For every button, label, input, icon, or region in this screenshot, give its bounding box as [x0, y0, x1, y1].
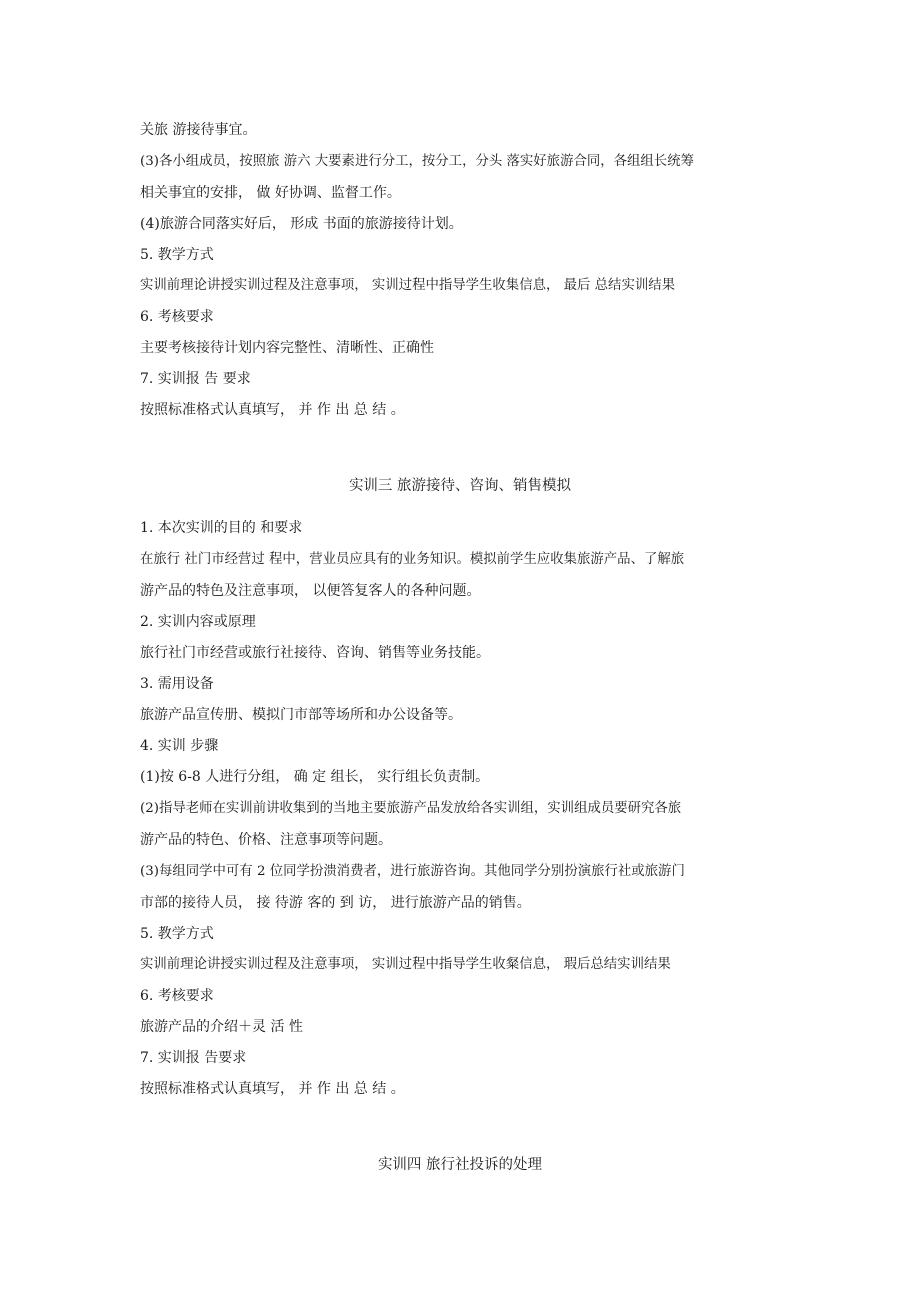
s3-step3-line2: 市部的接待人员， 接 待游 客的 到 访， 进行旅游产品的销售。	[140, 895, 531, 911]
s3-step2-line2: 游产品的特色、价格、注意事项等问题。	[140, 832, 392, 848]
s3-heading-assessment: 6. 考核要求	[140, 988, 214, 1004]
section3-title: 实训三 旅游接待、咨询、销售模拟	[348, 478, 572, 494]
heading-report: 7. 实训报 告 要求	[140, 371, 251, 387]
step2-continuation: 关旅 游接待事宜。	[140, 122, 257, 138]
step3-line1: (3)各小组成员，按照旅 游六 大要素进行分工，按分工，分头 落实好旅游合同，各组组长统筹	[140, 154, 694, 169]
s3-heading-steps: 4. 实训 步骤	[140, 738, 219, 754]
s3-step1: (1)按 6-8 人进行分组， 确 定 组长， 实行组长负责制。	[140, 769, 490, 785]
s3-purpose-line1: 在旅行 社门市经营过 程中，营业员应具有的业务知识。模拟前学生应收集旅游产品、了解旅	[140, 552, 685, 567]
s3-report-text: 按照标准格式认真填写， 并 作 出 总 结 。	[140, 1081, 405, 1097]
heading-assessment: 6. 考核要求	[140, 309, 214, 325]
s3-heading-content: 2. 实训内容或原理	[140, 614, 256, 630]
s3-step2-line1: (2)指导老师在实训前讲收集到的当地主要旅游产品发放给各实训组，实训组成员要研究各旅	[140, 801, 682, 816]
s3-heading-equipment: 3. 需用设备	[140, 676, 214, 692]
s3-content-text: 旅行社门市经营或旅行社接待、咨询、销售等业务技能。	[140, 645, 490, 661]
s3-purpose-line2: 游产品的特色及注意事项， 以便答复客人的各种问题。	[140, 583, 481, 599]
teaching-method-text: 实训前理论讲授实训过程及注意事项， 实训过程中指导学生收集信息， 最后 总结实训结果	[140, 278, 676, 293]
report-text: 按照标准格式认真填写， 并 作 出 总 结 。	[140, 402, 405, 418]
step4: (4)旅游合同落实好后， 形成 书面的旅游接待计划。	[140, 216, 463, 232]
s3-step3-line1: (3)每组同学中可有 2 位同学扮溃消费者，进行旅游咨询。其他同学分别扮演旅行社或旅游门	[140, 864, 685, 879]
s3-heading-teaching-method: 5. 教学方式	[140, 926, 214, 942]
section4-title: 实训四 旅行社投诉的处理	[377, 1157, 543, 1173]
s3-teaching-method-text: 实训前理论讲授实训过程及注意事项， 实训过程中指导学生收粲信息， 瑕后总结实训结果	[140, 957, 671, 972]
s3-equipment-text: 旅游产品宣传册、模拟门市部等场所和办公设备等。	[140, 707, 462, 723]
s3-heading-report: 7. 实训报 告要求	[140, 1050, 247, 1066]
heading-teaching-method: 5. 教学方式	[140, 247, 214, 263]
step3-line2: 相关事宜的安排， 做 好协调、监督工作。	[140, 185, 401, 201]
s3-assessment-text: 旅游产品的介绍＋灵 活 性	[140, 1019, 303, 1035]
assessment-text: 主要考核接待计划内容完整性、清晰性、正确性	[140, 340, 434, 356]
s3-heading-purpose: 1. 本次实训的目的 和要求	[140, 520, 303, 536]
